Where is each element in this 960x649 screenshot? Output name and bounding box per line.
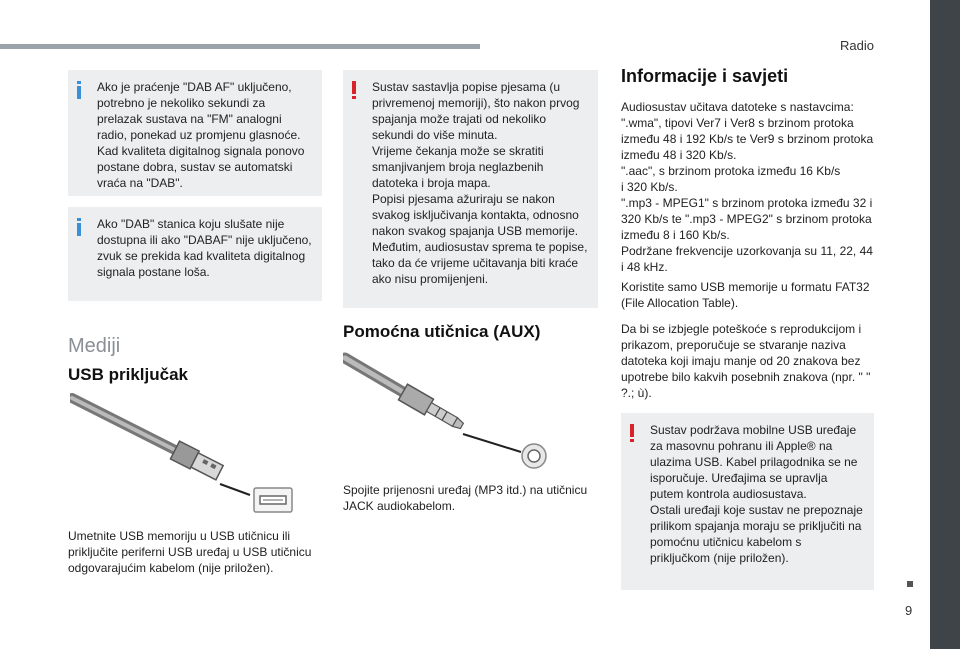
usb-illustration [70,392,300,520]
info-icon [77,218,81,236]
usb-heading: USB priključak [68,365,188,384]
warning-box-playlists [343,70,598,308]
header-rule [0,44,480,49]
info-box-dab-loss [68,207,322,301]
page-number: 9 [905,603,913,618]
warning-box-text: Sustav podržava mobilne USB uređaje za masovnu pohranu ili Apple® na ulazima USB. Kabel prilagodnika se ne isporučuje. Uređajima se upravlja putem kontrola audiosustava. Ostali uređaji koje sustav ne prepoznaje prilikom spajanja moraju se priključiti na pomoćnu utičnicu kabelom s priključkom (nije priložen). [650,423,863,565]
info-icon [77,81,81,99]
usb-text: Umetnite USB memoriju u USB utičnicu ili priključite periferni USB uređaj u USB utičnicu odgovarajućim kabelom (nije priložen). [68,529,312,575]
media-heading: Mediji [68,335,121,357]
info-box-text: Ako "DAB" stanica koju slušate nije dostupna ili ako "DABAF" nije uključeno, zvuk se prekida kad kvaliteta digitalnog signala postane loša. [97,217,312,279]
warning-icon [352,81,356,99]
filenames-text: Da bi se izbjegle poteškoće s reprodukcijom i prikazom, preporučuje se stvaranje naziva datoteka koji imaju manje od 20 znakova bez upotrebe bilo kakvih posebnih znakova (npr. " " ?.; ù). [621,322,871,400]
fat32-text: Koristite samo USB memorije u formatu FAT32 (File Allocation Table). [621,280,870,310]
info-box-text: Ako je praćenje "DAB AF" uključeno, potrebno je nekoliko sekundi za prelazak sustava na "FM" analogni radio, ponekad uz promjenu glasnoće. Kad kvaliteta digitalnog signala ponovo postane dobra, sustav se automatski vraća na "DAB". [97,80,305,190]
warning-icon [630,424,634,442]
formats-text: Audiosustav učitava datoteke s nastavcima: ".wma", tipovi Ver7 i Ver8 s brzinom protoka između 48 i 192 Kb/s te Ver9 s brzinom protoka između 48 i 320 Kb/s. ".aac", s brzinom protoka između 16 Kb/s i 320 Kb/s. ".mp3 - MPEG1" s brzinom protoka između 32 i 320 Kb/s te ".mp3 - MPEG2" s brzinom protoka između 8 i 160 Kb/s. Podržane frekvencije uzorkovanja su 11, 22, 44 i 48 kHz. [621,100,874,274]
warning-box-devices [621,413,874,590]
warning-box-text: Sustav sastavlja popise pjesama (u privremenoj memoriji), što nakon prvog spajanja može trajati od nekoliko sekundi do više minuta. Vrijeme čekanja može se skratiti smanjivanjem broja neglazbenih datoteka i broja mapa. Popisi pjesama ažuriraju se nakon svakog isključivanja kontakta, odnosno nakon svakog spajanja USB memorije. Međutim, audiosustav sprema te popise, tako da će vrijeme učitavanja biti kraće ako nisu promijenjeni. [372,80,588,286]
info-heading: Informacije i savjeti [621,66,789,86]
page-edge-bar [930,0,960,649]
aux-heading: Pomoćna utičnica (AUX) [343,322,541,341]
aux-text: Spojite prijenosni uređaj (MP3 itd.) na utičnicu JACK audiokabelom. [343,483,588,513]
continuation-marker [907,581,913,587]
info-box-dab-af [68,70,322,196]
section-title: Radio [840,38,874,53]
aux-illustration [343,352,553,474]
